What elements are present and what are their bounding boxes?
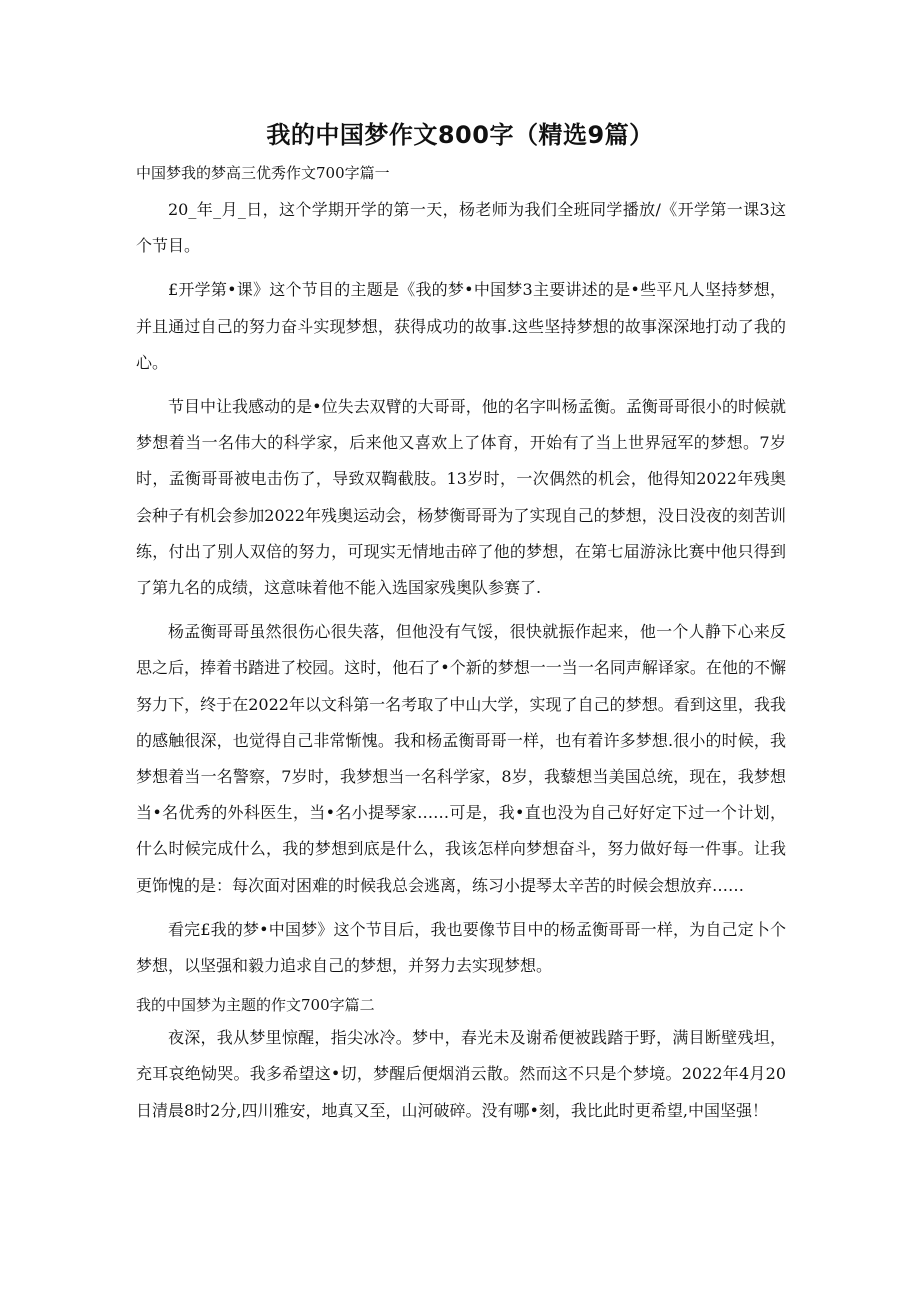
section-heading: 我的中国梦为主题的作文700字篇二 xyxy=(136,996,375,1015)
paragraph: 节目中让我感动的是•位失去双臂的大哥哥，他的名字叫杨孟衡。孟衡哥哥很小的时候就梦想着当一名伟大的科学家，后来他又喜欢上了体育，开始有了当上世界冠军的梦想。7岁时，孟衡哥哥被电击伤了，导致双鞫截肢。13岁时，一次偶然的机会，他得知2022年残奥会种子有机会参加2022年残奥运动会，杨梦衡哥哥为了实现自己的梦想，没日没夜的刻苦训练，付出了别人双倍的努力，可现实无情地击碎了他的梦想，在第七届游泳比赛中他只得到了第九名的成绩，这意味着他不能入选国家残奥队参赛了. xyxy=(136,397,786,598)
paragraph: £开学第•课》这个节目的主题是《我的梦•中国梦3主要讲述的是•些平凡人坚持梦想，并且通过自己的努力奋斗实现梦想，获得成功的故事.这些坚持梦想的故事深深地打动了我的心。 xyxy=(136,280,786,372)
section-heading: 中国梦我的梦高三优秀作文700字篇一 xyxy=(136,164,390,182)
essay-section-2 xyxy=(136,992,786,1129)
document-body xyxy=(136,160,786,1137)
paragraph: 20_年_月_日，这个学期开学的第一天，杨老师为我们全班同学播放/《开学第一课3这个节目。 xyxy=(136,200,786,256)
essay-section-1 xyxy=(136,160,786,984)
paragraph: 夜深，我从梦里惊醒，指尖冰冷。梦中，春光未及谢希便被践踏于野，满目断壁残坦，充耳哀绝恸哭。我多希望这•切，梦醒后便烟消云散。然而这不只是个梦境。2022年4月20日清晨8时2分,四川雅安，地真又至，山河破碎。没有哪•刻，我比此时更希望,中国坚强！ xyxy=(136,1028,786,1120)
paragraph: 杨孟衡哥哥虽然很伤心很失落，但他没有气馁，很快就振作起来，他一个人静下心来反思之后，捧着书踏进了校园。这时，他石了•个新的梦想一一当一名同声解译家。在他的不懈努力下，终于在2022年以文科第一名考取了中山大学，实现了自己的梦想。看到这里，我我的感触很深，也觉得自己非常惭愧。我和杨孟衡哥哥一样，也有着许多梦想.很小的时候，我梦想着当一名警察，7岁时，我梦想当一名科学家，8岁，我藜想当美国总统，现在，我梦想当•名优秀的外科医生，当•名小提琴家……可是，我•直也没为自己好好定下过一个计划，什么时候完成什么，我的梦想到底是什么，我该怎样向梦想奋斗，努力做好每一件事。让我更饰愧的是：每次面对困难的时候我总会逃离，练习小提琴太辛苦的时候会想放弃…… xyxy=(136,622,786,895)
paragraph: 看完£我的梦•中国梦》这个节目后，我也要像节目中的杨孟衡哥哥一样，为自己定卜个梦想，以坚强和毅力追求自己的梦想，并努力去实现梦想。 xyxy=(136,919,786,976)
document-title: 我的中国梦作文800字（精选9篇） xyxy=(266,121,654,149)
